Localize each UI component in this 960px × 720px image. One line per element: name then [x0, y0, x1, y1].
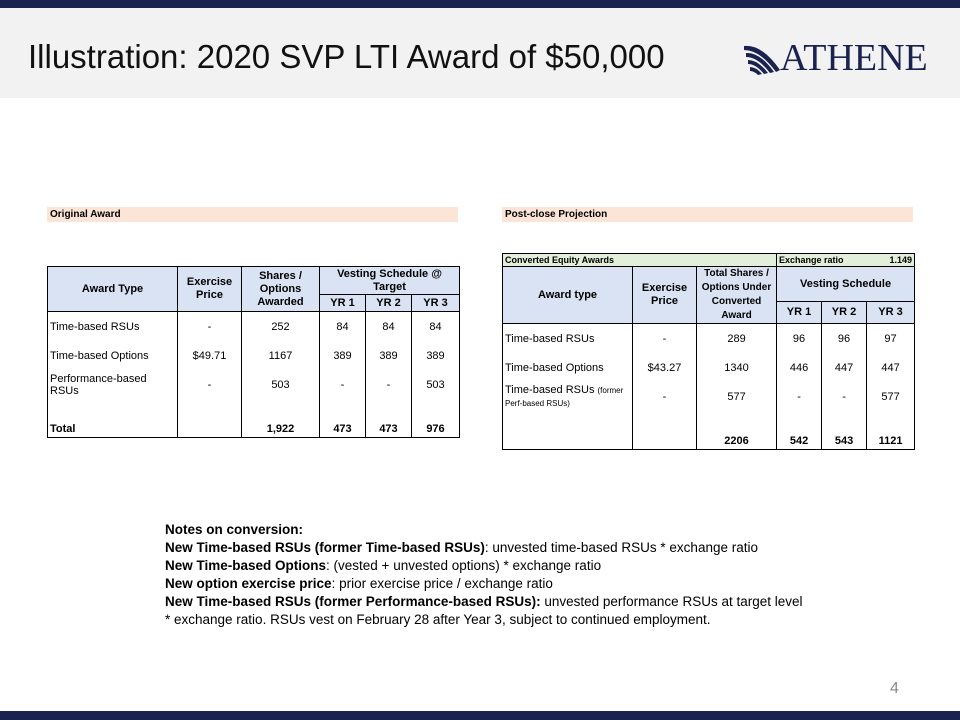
- notes-title-line: Notes on conversion:: [165, 522, 304, 537]
- converted-equity-awards-label: Converted Equity Awards: [503, 254, 777, 267]
- table-row: Time-based RSUs - 289 96 96 97: [503, 324, 915, 354]
- exchange-ratio-cell: [777, 254, 915, 267]
- header-yr1: YR 1: [320, 295, 366, 312]
- table-row: Time-based Options $43.27 1340 446 447 447: [503, 353, 915, 382]
- exchange-ratio-label: Exchange ratio: [779, 255, 844, 265]
- page-title: Illustration: 2020 SVP LTI Award of $50,000: [28, 38, 665, 75]
- top-accent-bar: [0, 0, 960, 8]
- note-item: New option exercise price: prior exercise price / exchange ratio: [165, 576, 553, 591]
- header-award-type: Award type: [503, 267, 633, 324]
- table-row: Time-based RSUs - 252 84 84 84: [48, 312, 460, 342]
- original-award-label: Original Award: [47, 207, 458, 222]
- header-yr1: YR 1: [777, 302, 822, 324]
- athene-logo: [742, 38, 942, 78]
- header-award-type: Award Type: [48, 267, 178, 312]
- table-total-row: Total 1,922 473 473 976: [48, 399, 460, 438]
- header-vesting-schedule: Vesting Schedule @ Target: [320, 267, 460, 295]
- bottom-accent-bar: [0, 711, 960, 720]
- original-award-table: [47, 266, 460, 438]
- note-item: New Time-based RSUs (former Time-based RSUs): unvested time-based RSUs * exchange ratio: [165, 540, 758, 555]
- note-item: New Time-based RSUs (former Performance-based RSUs): unvested performance RSUs at target level * exchange ratio. RSUs vest on February 28 after Year 3, subject to continued employment.: [165, 594, 803, 627]
- post-close-projection-table: [502, 253, 915, 450]
- notes-title: Notes on conversion: [165, 522, 299, 537]
- page-number: 4: [890, 680, 899, 697]
- note-item: New Time-based Options: (vested + unvested options) * exchange ratio: [165, 558, 602, 573]
- post-close-projection-label: Post-close Projection: [502, 207, 913, 222]
- athene-wing-icon: [742, 40, 782, 80]
- conversion-notes: [165, 521, 805, 629]
- athene-logo-text: ATHENE: [780, 37, 928, 79]
- header-yr3: YR 3: [412, 295, 460, 312]
- header-exercise-price: Exercise Price: [633, 267, 697, 324]
- exchange-ratio-value: 1.149: [889, 255, 913, 265]
- header-shares-awarded: Shares / Options Awarded: [242, 267, 320, 312]
- header-exercise-price: Exercise Price: [178, 267, 242, 312]
- header-yr2: YR 2: [366, 295, 412, 312]
- header-yr2: YR 2: [822, 302, 867, 324]
- table-row: Time-based RSUs (former Perf-based RSUs) - 577 - - 577: [503, 382, 915, 411]
- header-yr3: YR 3: [867, 302, 915, 324]
- slide-header: [0, 8, 960, 98]
- table-row: Time-based Options $49.71 1167 389 389 389: [48, 341, 460, 370]
- table-row: Performance-based RSUs - 503 - - 503: [48, 370, 460, 399]
- header-total-shares: Total Shares / Options Under Converted Award: [697, 267, 777, 324]
- header-vesting-schedule: Vesting Schedule: [777, 267, 915, 302]
- table-total-row: 2206 542 543 1121: [503, 411, 915, 450]
